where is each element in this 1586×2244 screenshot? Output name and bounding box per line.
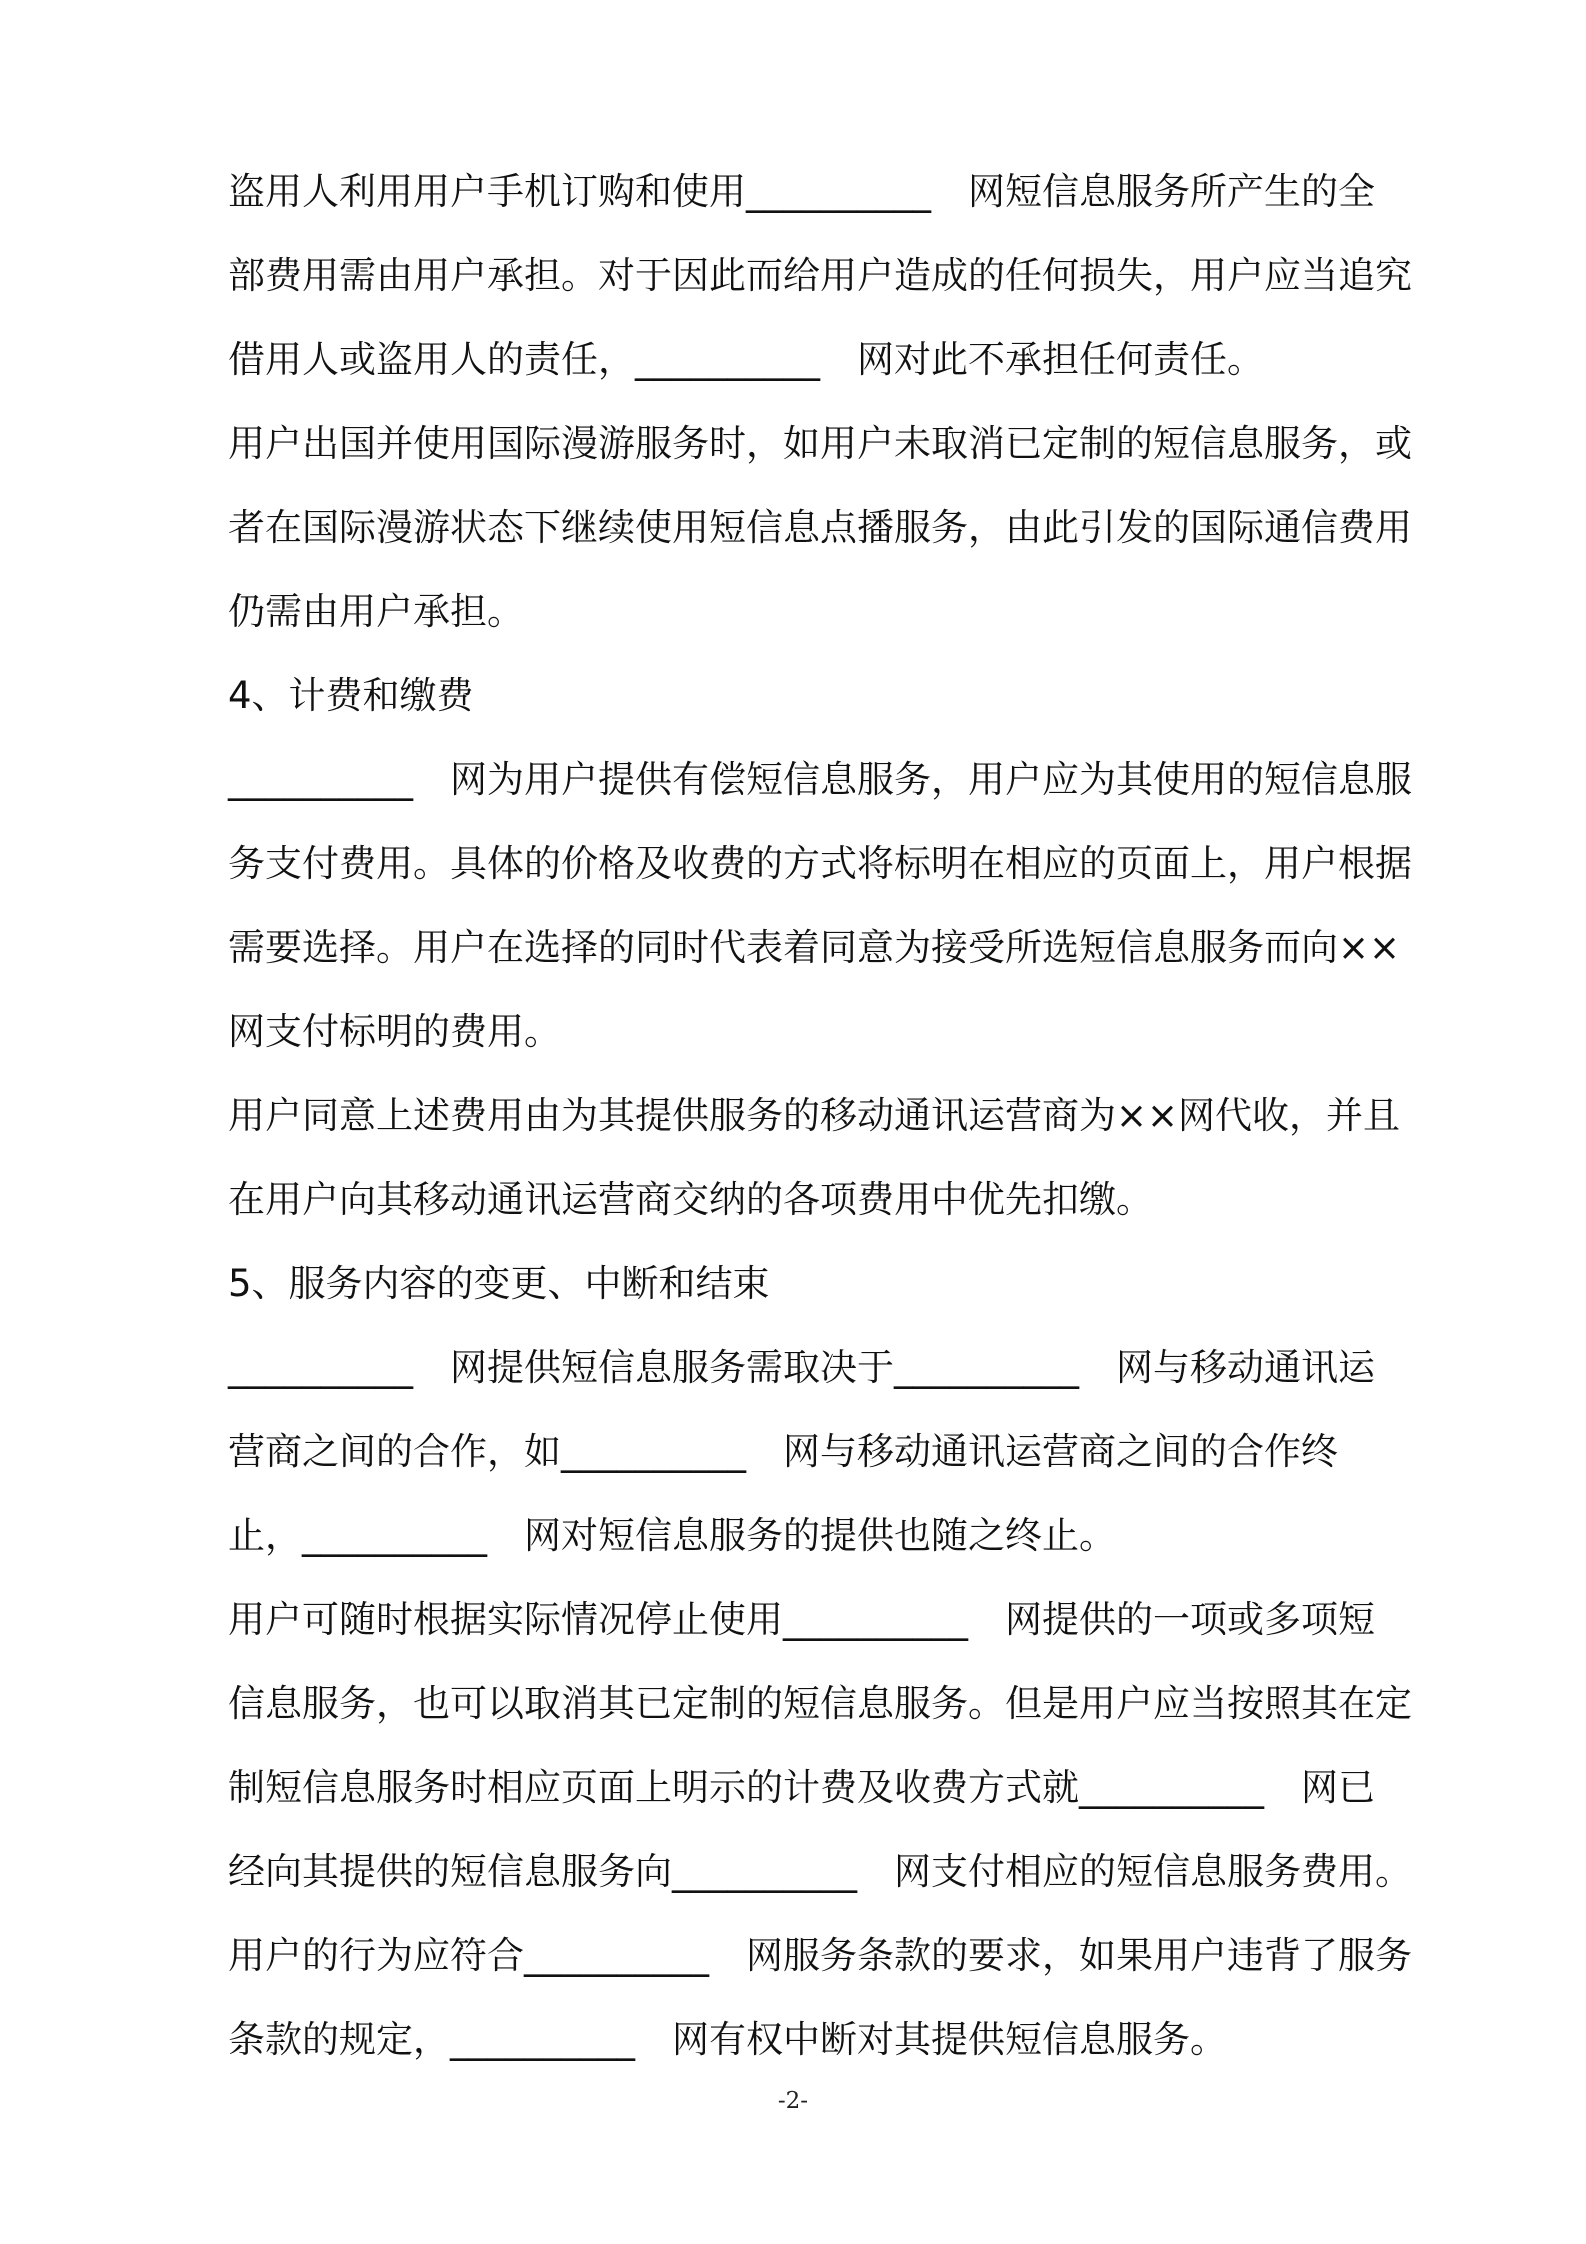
- text-line: 网支付标明的费用。: [228, 1010, 561, 1053]
- text-line: 制短信息服务时相应页面上明示的计费及收费方式就__________ 网已: [228, 1766, 1375, 1809]
- text-line: 用户出国并使用国际漫游服务时，如用户未取消已定制的短信息服务，或: [228, 422, 1412, 465]
- text-line: 仍需由用户承担。: [228, 590, 524, 633]
- text-line: 盗用人利用用户手机订购和使用__________ 网短信息服务所产生的全: [228, 170, 1375, 213]
- text-line: 用户同意上述费用由为其提供服务的移动通讯运营商为××网代收，并且: [228, 1094, 1401, 1137]
- text-line: 止，__________ 网对短信息服务的提供也随之终止。: [228, 1514, 1116, 1557]
- text-line: 信息服务，也可以取消其已定制的短信息服务。但是用户应当按照其在定: [228, 1682, 1412, 1725]
- text-line: 部费用需由用户承担。对于因此而给用户造成的任何损失，用户应当追究: [228, 254, 1412, 297]
- text-line: 条款的规定，__________ 网有权中断对其提供短信息服务。: [228, 2018, 1227, 2061]
- text-line: 经向其提供的短信息服务向__________ 网支付相应的短信息服务费用。: [228, 1850, 1412, 1893]
- section-heading-billing: 4、计费和缴费: [228, 674, 474, 717]
- text-line: 营商之间的合作，如__________ 网与移动通讯运营商之间的合作终: [228, 1430, 1338, 1473]
- document-body: [228, 150, 1458, 2082]
- text-line: 需要选择。用户在选择的同时代表着同意为接受所选短信息服务而向××: [228, 926, 1401, 969]
- text-line: 用户可随时根据实际情况停止使用__________ 网提供的一项或多项短: [228, 1598, 1375, 1641]
- text-line: 借用人或盗用人的责任，__________ 网对此不承担任何责任。: [228, 338, 1264, 381]
- text-line: 用户的行为应符合__________ 网服务条款的要求，如果用户违背了服务: [228, 1934, 1412, 1977]
- page-number: -2-: [777, 2088, 809, 2114]
- text-line: 者在国际漫游状态下继续使用短信息点播服务，由此引发的国际通信费用: [228, 506, 1412, 549]
- text-line: 务支付费用。具体的价格及收费的方式将标明在相应的页面上，用户根据: [228, 842, 1412, 885]
- text-line: __________ 网提供短信息服务需取决于__________ 网与移动通讯运: [228, 1346, 1375, 1389]
- section-heading-service-changes: 5、服务内容的变更、中断和结束: [228, 1262, 770, 1305]
- text-line: 在用户向其移动通讯运营商交纳的各项费用中优先扣缴。: [228, 1178, 1153, 1221]
- text-line: __________ 网为用户提供有偿短信息服务，用户应为其使用的短信息服: [228, 758, 1412, 801]
